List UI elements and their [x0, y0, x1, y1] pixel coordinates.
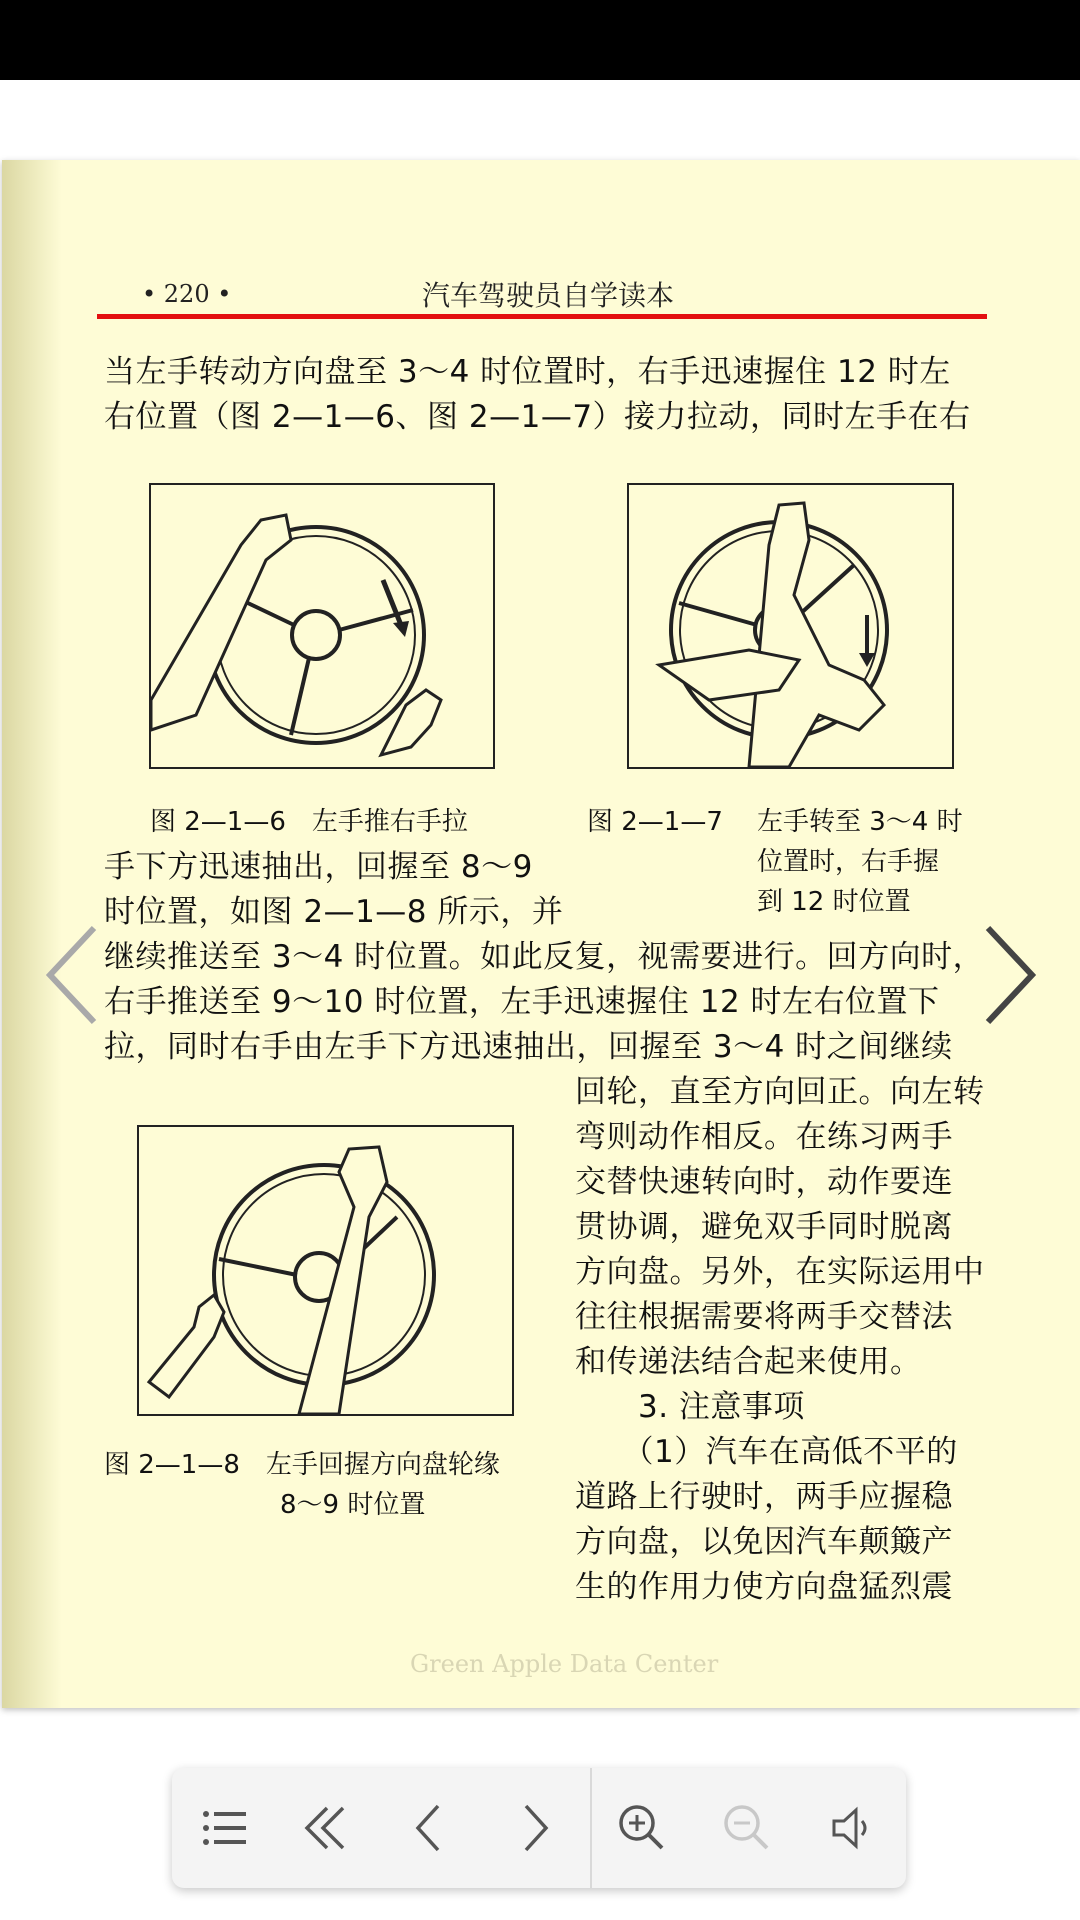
book-title: 汽车驾驶员自学读本: [422, 279, 675, 312]
chevron-right-icon: [980, 920, 1040, 1030]
text-line: （1）汽车在高低不平的: [575, 1434, 958, 1470]
status-bar: [0, 0, 1080, 80]
chevron-right-icon: [494, 1788, 574, 1868]
zoom-out-icon: [707, 1788, 787, 1868]
text-line: 往往根据需要将两手交替法: [575, 1299, 953, 1335]
text-line: 和传递法结合起来使用。: [575, 1344, 922, 1380]
zoom-out-button[interactable]: [707, 1788, 787, 1868]
steering-wheel-illustration: [139, 1127, 512, 1414]
figure-caption-label: 图 2—1—7: [587, 807, 723, 837]
text-line: 道路上行驶时，两手应握稳: [575, 1479, 953, 1515]
zoom-in-button[interactable]: [602, 1788, 682, 1868]
text-line: 方向盘，以免因汽车颠簸产: [575, 1524, 953, 1560]
reader-toolbar: [172, 1768, 906, 1888]
text-line: 方向盘。另外，在实际运用中: [575, 1254, 985, 1290]
book-page[interactable]: [2, 160, 1080, 1708]
figure-caption: 图 2—1—8 左手回握方向盘轮缘: [104, 1450, 500, 1480]
prev-page-button[interactable]: [42, 920, 102, 1030]
figure-caption: 左手转至 3～4 时: [757, 807, 963, 837]
figure-2-1-6: [149, 483, 495, 769]
chevron-left-icon: [42, 920, 102, 1030]
text-line: 弯则动作相反。在练习两手: [575, 1119, 953, 1155]
steering-wheel-illustration: [151, 485, 493, 767]
first-page-button[interactable]: [287, 1788, 367, 1868]
speaker-icon: [812, 1788, 892, 1868]
figure-2-1-7: [627, 483, 954, 769]
text-line: 拉，同时右手由左手下方迅速抽出，回握至 3～4 时之间继续: [104, 1029, 953, 1065]
next-page-button[interactable]: [980, 920, 1040, 1030]
list-icon: [184, 1788, 264, 1868]
text-line: 交替快速转向时，动作要连: [575, 1164, 953, 1200]
read-aloud-button[interactable]: [812, 1788, 892, 1868]
page-number: • 220 •: [142, 280, 232, 308]
text-line: 回轮，直至方向回正。向左转: [575, 1074, 985, 1110]
zoom-in-icon: [602, 1788, 682, 1868]
text-line: 右手推送至 9～10 时位置，左手迅速握住 12 时左右位置下: [104, 984, 940, 1020]
table-of-contents-button[interactable]: [184, 1788, 264, 1868]
text-line: 生的作用力使方向盘猛烈震: [575, 1569, 953, 1605]
figure-2-1-8: [137, 1125, 514, 1416]
watermark: Green Apple Data Center: [410, 1650, 719, 1678]
double-chevron-left-icon: [287, 1788, 367, 1868]
figure-caption: 到 12 时位置: [757, 887, 911, 917]
text-line: 时位置，如图 2—1—8 所示，并: [104, 894, 564, 930]
section-heading: 3. 注意事项: [575, 1389, 805, 1425]
steering-wheel-illustration: [629, 485, 952, 767]
figure-caption: 图 2—1—6 左手推右手拉: [150, 807, 468, 837]
header-rule: [97, 314, 987, 319]
previous-page-button[interactable]: [390, 1788, 470, 1868]
text-line: 右位置（图 2—1—6、图 2—1—7）接力拉动，同时左手在右: [104, 399, 971, 435]
figure-caption: 位置时，右手握: [757, 847, 940, 877]
chevron-left-icon: [390, 1788, 470, 1868]
text-line: 继续推送至 3～4 时位置。如此反复，视需要进行。回方向时，: [104, 939, 985, 975]
toolbar-divider: [590, 1768, 592, 1888]
next-page-toolbar-button[interactable]: [494, 1788, 574, 1868]
text-line: 贯协调，避免双手同时脱离: [575, 1209, 953, 1245]
figure-caption: 8～9 时位置: [280, 1490, 426, 1520]
text-line: 手下方迅速抽出，回握至 8～9: [104, 849, 533, 885]
text-line: 当左手转动方向盘至 3～4 时位置时，右手迅速握住 12 时左: [104, 354, 951, 390]
